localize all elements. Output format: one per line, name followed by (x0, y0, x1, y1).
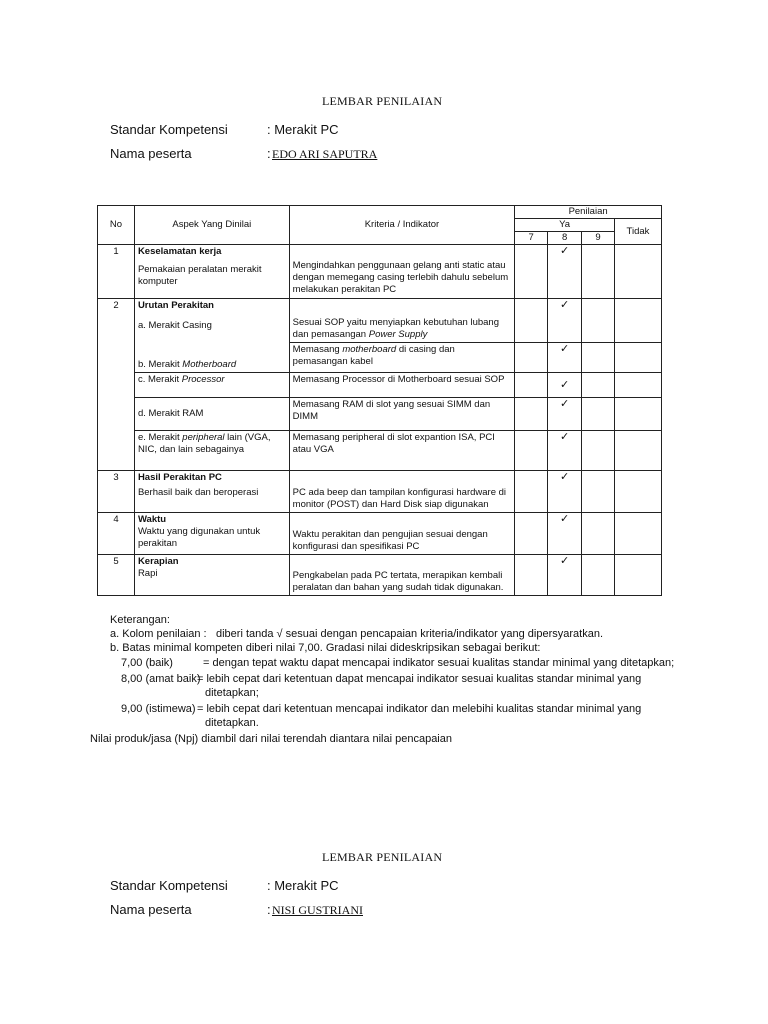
aspek-heading: Waktu (137, 514, 167, 525)
check-mark: ✓ (548, 471, 582, 513)
grade-8-text: = lebih cepat dari ketentuan dapat mencapai indikator sesuai kualitas standar minimal yang (197, 673, 642, 685)
grade-9-cont: ditetapkan. (205, 717, 259, 729)
table-row (98, 343, 662, 373)
row-number: 4 (98, 513, 135, 555)
tidak-cell (614, 471, 661, 513)
aspek-cell (134, 471, 289, 513)
check-mark: ✓ (548, 299, 582, 343)
aspek-cell (134, 513, 289, 555)
aspek-text: Rapi (137, 568, 158, 579)
tidak-cell (614, 513, 661, 555)
header-penilaian: Penilaian (515, 206, 662, 219)
check-mark: ✓ (548, 555, 582, 596)
header-aspek: Aspek Yang Dinilai (134, 206, 289, 245)
aspek-text: d. Merakit RAM (134, 398, 289, 431)
score-7-cell (515, 343, 548, 373)
aspek-heading: Urutan Perakitan (137, 300, 214, 311)
aspek-peripheral-b: peripheral (182, 432, 225, 443)
score-9-cell (582, 555, 615, 596)
kriteria-text: Pengkabelan pada PC tertata, merapikan kembali peralatan dan bahan yang sudah tidak digunakan. (289, 555, 515, 596)
score-7-cell (515, 471, 548, 513)
kriteria-text: Memasang peripheral di slot expantion ISA, PCI atau VGA (289, 431, 515, 471)
check-mark: ✓ (548, 343, 582, 373)
kriteria-mb-a: Memasang (292, 344, 343, 355)
aspek-text (134, 431, 289, 471)
table-row (98, 245, 662, 299)
row-number: 2 (98, 299, 135, 471)
keterangan-b: b. Batas minimal kompeten diberi nilai 7,00. Gradasi nilai dideskripsikan sebagai berikut: (110, 642, 541, 654)
table-row (98, 431, 662, 471)
header-score-7: 7 (515, 232, 548, 245)
header-score-9: 9 (582, 232, 615, 245)
keterangan-title: Keterangan: (110, 614, 170, 626)
sheet2-standar-value: : Merakit PC (267, 878, 339, 893)
tidak-cell (614, 555, 661, 596)
kriteria-text: PC ada beep dan tampilan konfigurasi hardware di monitor (POST) dan Hard Disk siap digunakan (289, 471, 515, 513)
score-9-cell (582, 398, 615, 431)
tidak-cell (614, 299, 661, 343)
kriteria-text (289, 343, 515, 373)
npj-note: Nilai produk/jasa (Npj) diambil dari nilai terendah diantara nilai pencapaian (90, 733, 452, 745)
grade-9-label: 9,00 (istimewa) (121, 703, 196, 715)
header-kriteria: Kriteria / Indikator (289, 206, 515, 245)
table-row (98, 555, 662, 596)
aspek-cell (134, 245, 289, 299)
aspek-heading: Hasil Perakitan PC (137, 472, 222, 483)
kriteria-text: Waktu perakitan dan pengujian sesuai dengan konfigurasi dan spesifikasi PC (289, 513, 515, 555)
aspek-cell (134, 299, 289, 343)
table-row (98, 513, 662, 555)
sheet2-title: LEMBAR PENILAIAN (322, 850, 443, 864)
sheet1-standar-value: : Merakit PC (267, 122, 339, 137)
score-9-cell (582, 299, 615, 343)
sheet1-title: LEMBAR PENILAIAN (322, 94, 443, 108)
check-mark: ✓ (548, 373, 582, 398)
table-row (98, 398, 662, 431)
keterangan-a-label: a. Kolom penilaian : (110, 628, 207, 640)
row-number: 5 (98, 555, 135, 596)
kriteria-text: Mengindahkan penggunaan gelang anti static atau dengan memegang casing terlebih dahulu sebelum melakukan perakitan PC (289, 245, 515, 299)
score-9-cell (582, 471, 615, 513)
score-9-cell (582, 431, 615, 471)
aspek-text: a. Merakit Casing (137, 320, 212, 331)
table-row (98, 373, 662, 398)
tidak-cell (614, 398, 661, 431)
kriteria-text: Memasang Processor di Motherboard sesuai SOP (289, 373, 515, 398)
tidak-cell (614, 373, 661, 398)
aspek-motherboard-a: b. Merakit (137, 359, 183, 370)
aspek-processor-a: c. Merakit (137, 374, 182, 385)
score-9-cell (582, 343, 615, 373)
sheet2-nama-label: Nama peserta (110, 902, 192, 917)
score-9-cell (582, 373, 615, 398)
grade-7-label: 7,00 (baik) (121, 657, 173, 669)
aspek-peripheral-c: lain (VGA, NIC, dan lain sebagainya (137, 432, 271, 455)
aspek-cell (134, 555, 289, 596)
score-9-cell (582, 513, 615, 555)
aspek-text: Berhasil baik dan beroperasi (137, 487, 259, 498)
score-7-cell (515, 245, 548, 299)
score-7-cell (515, 513, 548, 555)
grade-8-label: 8,00 (amat baik) (121, 673, 201, 685)
score-7-cell (515, 398, 548, 431)
kriteria-mb-c: di casing dan pemasangan kabel (292, 344, 455, 367)
header-ya: Ya (515, 219, 615, 232)
sheet1-standar-label: Standar Kompetensi (110, 122, 228, 137)
row-number: 3 (98, 471, 135, 513)
kriteria-casing-b: Power Supply (368, 329, 428, 340)
aspek-heading: Keselamatan kerja (137, 246, 222, 257)
sheet1-nama-colon: : (267, 146, 271, 161)
aspek-peripheral-a: e. Merakit (137, 432, 183, 443)
score-9-cell (582, 245, 615, 299)
kriteria-casing-a: Sesuai SOP yaitu menyiapkan kebutuhan lubang dan pemasangan (292, 317, 499, 340)
header-no: No (98, 206, 135, 245)
grade-9-text: = lebih cepat dari ketentuan mencapai indikator dan melebihi kualitas standar minimal yang (197, 703, 642, 715)
tidak-cell (614, 245, 661, 299)
sheet1-nama-label: Nama peserta (110, 146, 192, 161)
check-mark: ✓ (548, 398, 582, 431)
kriteria-text (289, 299, 515, 343)
score-7-cell (515, 555, 548, 596)
score-7-cell (515, 431, 548, 471)
row-number: 1 (98, 245, 135, 299)
grade-8-cont: ditetapkan; (205, 687, 259, 699)
aspek-text (134, 373, 289, 398)
table-row (98, 299, 662, 343)
kriteria-text: Memasang RAM di slot yang sesuai SIMM dan DIMM (289, 398, 515, 431)
score-7-cell (515, 373, 548, 398)
header-score-8: 8 (548, 232, 582, 245)
kriteria-mb-b: motherboard (342, 344, 397, 355)
aspek-text (134, 343, 289, 373)
aspek-motherboard-b: Motherboard (182, 359, 237, 370)
assessment-table (97, 205, 662, 596)
tidak-cell (614, 431, 661, 471)
aspek-text: Pemakaian peralatan merakit komputer (137, 264, 262, 287)
sheet2-nama-colon: : (267, 902, 271, 917)
table-row (98, 471, 662, 513)
sheet2-nama-value: NISI GUSTRIANI (272, 903, 363, 917)
score-7-cell (515, 299, 548, 343)
header-tidak: Tidak (614, 219, 661, 245)
aspek-heading: Kerapian (137, 556, 179, 567)
sheet1-nama-value: EDO ARI SAPUTRA (272, 147, 378, 161)
grade-7-text: = dengan tepat waktu dapat mencapai indikator sesuai kualitas standar minimal yang ditetapkan; (203, 657, 675, 669)
check-mark: ✓ (548, 513, 582, 555)
tidak-cell (614, 343, 661, 373)
check-mark: ✓ (548, 245, 582, 299)
aspek-processor-b: Processor (181, 374, 225, 385)
keterangan-a-text: diberi tanda √ sesuai dengan pencapaian kriteria/indikator yang dipersyaratkan. (216, 628, 604, 640)
aspek-text: Waktu yang digunakan untuk perakitan (137, 526, 261, 549)
sheet2-standar-label: Standar Kompetensi (110, 878, 228, 893)
check-mark: ✓ (548, 431, 582, 471)
